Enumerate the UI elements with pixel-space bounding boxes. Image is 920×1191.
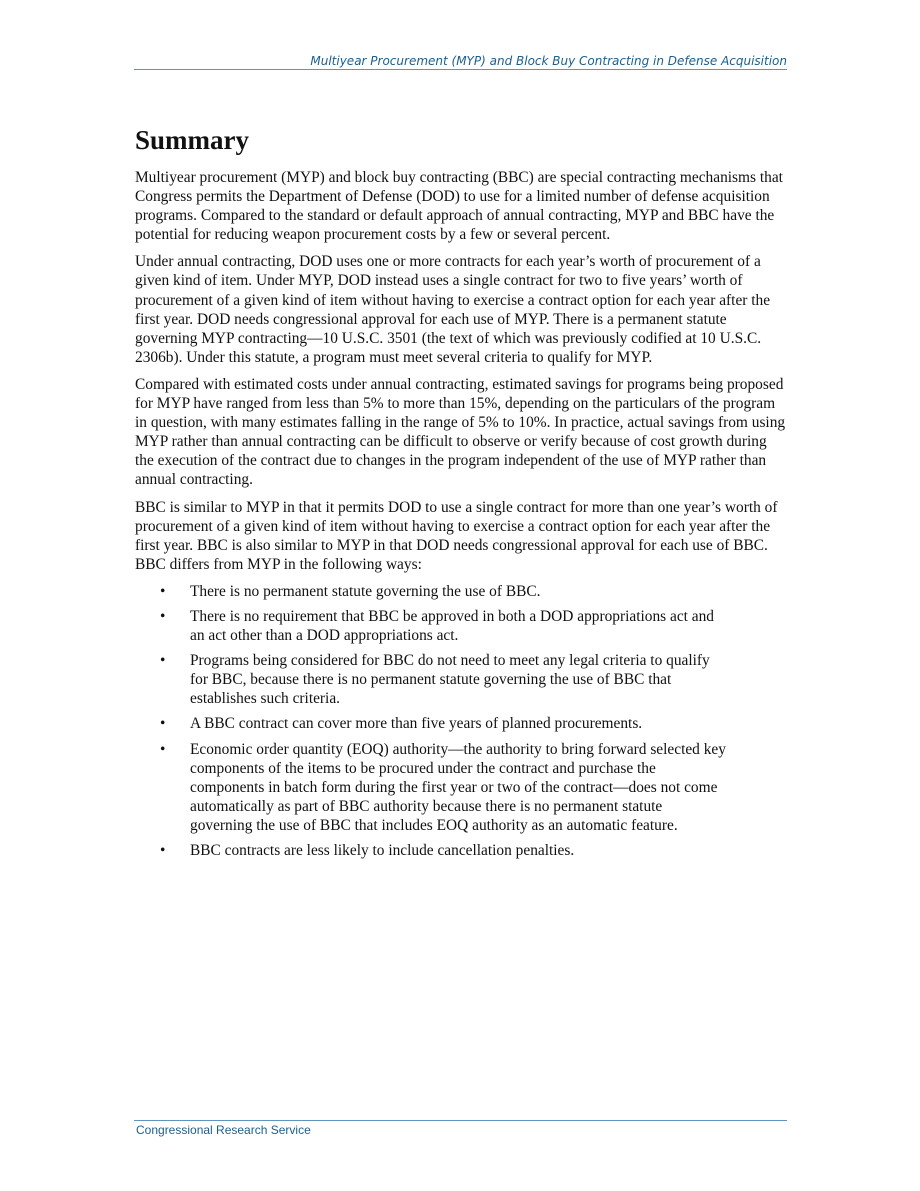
paragraph-annual-contracting: Under annual contracting, DOD uses one or more contracts for each year’s worth of procurement of a given kind of item. Under MYP, DOD instead uses a single contract for two to five years’ worth of procurement of a given kind of item without having to exercise a contract option for each year after the first year. DOD needs congressional approval for each use of MYP. There is a permanent statute governing MYP contracting—10 U.S.C. 3501 (the text of which was previously codified at 10 U.S.C. 2306b). Under this statute, a program must meet several criteria to qualify for MYP. <box>135 253 771 366</box>
footer-organization: Congressional Research Service <box>136 1123 311 1137</box>
bullet-icon: • <box>160 582 166 600</box>
list-item-text: Programs being considered for BBC do not need to meet any legal criteria to qualify for BBC, because there is no permanent statute governing the use of BBC that establishes such criteria. <box>190 652 710 708</box>
footer-divider <box>134 1120 787 1121</box>
list-item-text: A BBC contract can cover more than five years of planned procurements. <box>190 715 643 733</box>
section-heading: Summary <box>135 125 249 155</box>
running-header-title: Multiyear Procurement (MYP) and Block Buy Contracting in Defense Acquisition <box>310 54 787 68</box>
bbc-differences-list <box>135 582 787 860</box>
bullet-icon: • <box>160 842 166 859</box>
list-item <box>135 841 726 860</box>
list-item-text: There is no requirement that BBC be approved in both a DOD appropriations act and an act other than a DOD appropriations act. <box>190 607 714 645</box>
header-divider <box>134 69 787 70</box>
list-item <box>135 651 726 708</box>
bullet-icon: • <box>160 715 166 733</box>
list-item <box>135 582 726 601</box>
list-item <box>135 607 726 645</box>
summary-section <box>135 124 787 866</box>
list-item <box>135 714 726 733</box>
list-item-text: BBC contracts are less likely to include cancellation penalties. <box>190 842 575 859</box>
paragraph-bbc-comparison: BBC is similar to MYP in that it permits DOD to use a single contract for more than one year’s worth of procurement of a given kind of item without having to exercise a contract option for each year after the first year. BBC is also similar to MYP in that DOD needs congressional approval for each use of BBC. BBC differs from MYP in the following ways: <box>135 498 778 573</box>
list-item <box>135 740 726 835</box>
bullet-icon: • <box>160 740 166 758</box>
paragraph-intro: Multiyear procurement (MYP) and block buy contracting (BBC) are special contracting mechanisms that Congress permits the Department of Defense (DOD) to use for a limited number of defense acquisition programs. Compared to the standard or default approach of annual contracting, MYP and BBC have the potential for reducing weapon procurement costs by a few or several percent. <box>135 169 783 244</box>
bullet-icon: • <box>160 607 166 625</box>
paragraph-estimated-savings: Compared with estimated costs under annual contracting, estimated savings for programs being proposed for MYP have ranged from less than 5% to more than 15%, depending on the particulars of the program in question, with many estimates falling in the range of 5% to 10%. In practice, actual savings from using MYP rather than annual contracting can be difficult to observe or verify because of cost growth during the execution of the contract due to changes in the program independent of the use of MYP rather than annual contracting. <box>135 375 786 489</box>
bullet-icon: • <box>160 652 166 670</box>
list-item-text: There is no permanent statute governing the use of BBC. <box>190 582 541 600</box>
list-item-text: Economic order quantity (EOQ) authority—the authority to bring forward selected key components of the items to be procured under the contract and purchase the components in batch form during the first year or two of the contract—does not come automatically as part of BBC authority because there is no permanent statute governing the use of BBC that includes EOQ authority as an automatic feature. <box>190 740 726 834</box>
